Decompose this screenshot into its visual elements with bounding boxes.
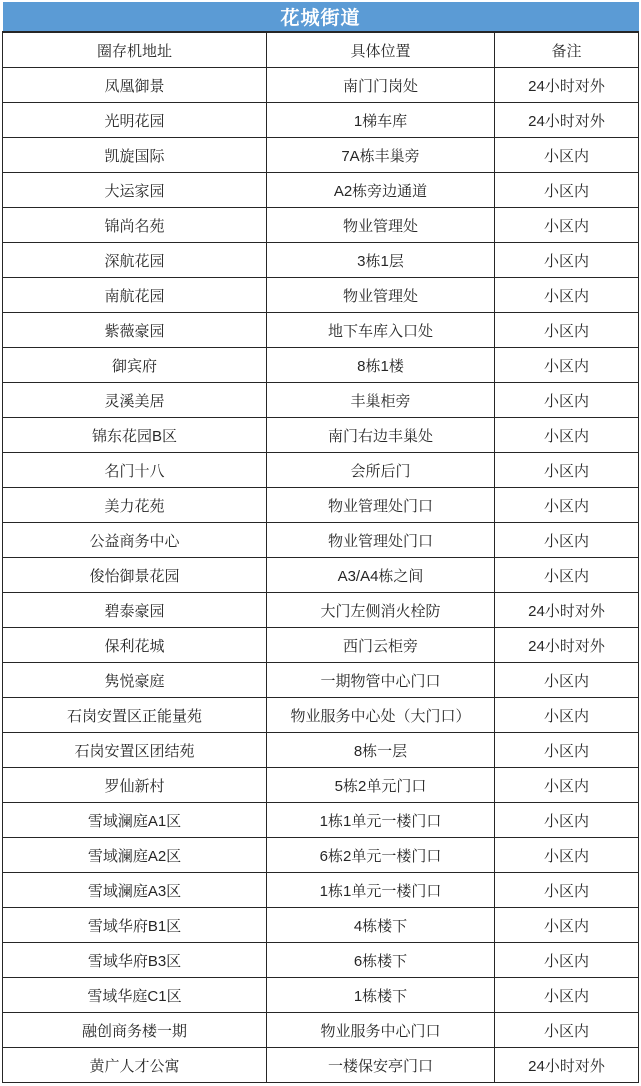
address-cell: 融创商务楼一期 [3,1013,267,1048]
address-cell: 雪域华府B3区 [3,943,267,978]
location-cell: 地下车库入口处 [267,313,495,348]
table-body [3,68,639,1083]
table-row [3,663,639,698]
location-cell: A2栋旁边通道 [267,173,495,208]
location-cell: 西门云柜旁 [267,628,495,663]
table-row [3,138,639,173]
table-row [3,68,639,103]
table-row [3,208,639,243]
table-row [3,978,639,1013]
table-row [3,453,639,488]
address-cell: 锦东花园B区 [3,418,267,453]
location-cell: 1栋楼下 [267,978,495,1013]
address-cell: 名门十八 [3,453,267,488]
address-cell: 隽悦豪庭 [3,663,267,698]
location-cell: 物业管理处门口 [267,488,495,523]
table-row [3,103,639,138]
address-cell: 俊怡御景花园 [3,558,267,593]
table-title: 花城街道 [3,2,639,32]
column-header-location: 具体位置 [267,32,495,68]
note-cell: 小区内 [495,908,639,943]
note-cell: 小区内 [495,803,639,838]
address-cell: 公益商务中心 [3,523,267,558]
note-cell: 小区内 [495,208,639,243]
location-cell: 1栋1单元一楼门口 [267,873,495,908]
table-row [3,1048,639,1083]
table-row [3,733,639,768]
location-cell: 3栋1层 [267,243,495,278]
location-cell: 会所后门 [267,453,495,488]
table-header-row [3,32,639,68]
address-cell: 石岗安置区团结苑 [3,733,267,768]
table-row [3,908,639,943]
table-row [3,488,639,523]
note-cell: 24小时对外 [495,103,639,138]
table-row [3,243,639,278]
column-header-address: 圈存机地址 [3,32,267,68]
address-cell: 紫薇豪园 [3,313,267,348]
note-cell: 小区内 [495,1013,639,1048]
table-row [3,873,639,908]
address-cell: 凤凰御景 [3,68,267,103]
address-cell: 保利花城 [3,628,267,663]
location-cell: 1梯车库 [267,103,495,138]
address-cell: 雪域澜庭A2区 [3,838,267,873]
table-row [3,418,639,453]
location-cell: 5栋2单元门口 [267,768,495,803]
address-cell: 石岗安置区正能量苑 [3,698,267,733]
note-cell: 小区内 [495,173,639,208]
note-cell: 24小时对外 [495,68,639,103]
note-cell: 小区内 [495,523,639,558]
table-row [3,558,639,593]
address-cell: 灵溪美居 [3,383,267,418]
location-cell: 6栋楼下 [267,943,495,978]
location-cell: 7A栋丰巢旁 [267,138,495,173]
table-row [3,838,639,873]
address-cell: 大运家园 [3,173,267,208]
note-cell: 小区内 [495,663,639,698]
note-cell: 小区内 [495,348,639,383]
note-cell: 24小时对外 [495,593,639,628]
note-cell: 小区内 [495,453,639,488]
location-cell: 物业管理处门口 [267,523,495,558]
table-row [3,278,639,313]
note-cell: 小区内 [495,383,639,418]
address-cell: 御宾府 [3,348,267,383]
location-cell: 物业服务中心处（大门口） [267,698,495,733]
location-cell: 物业服务中心门口 [267,1013,495,1048]
table-row [3,698,639,733]
note-cell: 24小时对外 [495,1048,639,1083]
note-cell: 小区内 [495,558,639,593]
location-cell: 6栋2单元一楼门口 [267,838,495,873]
address-cell: 罗仙新村 [3,768,267,803]
location-cell: 大门左侧消火栓防 [267,593,495,628]
note-cell: 小区内 [495,733,639,768]
address-cell: 雪域澜庭A1区 [3,803,267,838]
address-cell: 雪域华庭C1区 [3,978,267,1013]
location-cell: 一楼保安亭门口 [267,1048,495,1083]
address-cell: 光明花园 [3,103,267,138]
table-row [3,173,639,208]
table-title-row [3,2,639,32]
address-cell: 深航花园 [3,243,267,278]
location-cell: 物业管理处 [267,208,495,243]
locations-table [2,2,639,1083]
note-cell: 小区内 [495,488,639,523]
location-cell: 物业管理处 [267,278,495,313]
table-row [3,593,639,628]
location-cell: 8栋一层 [267,733,495,768]
note-cell: 小区内 [495,418,639,453]
table-row [3,383,639,418]
note-cell: 小区内 [495,313,639,348]
note-cell: 小区内 [495,138,639,173]
address-cell: 黄广人才公寓 [3,1048,267,1083]
note-cell: 小区内 [495,943,639,978]
note-cell: 小区内 [495,278,639,313]
table-row [3,313,639,348]
address-cell: 雪域华府B1区 [3,908,267,943]
table-row [3,628,639,663]
note-cell: 24小时对外 [495,628,639,663]
location-cell: 南门门岗处 [267,68,495,103]
location-cell: 南门右边丰巢处 [267,418,495,453]
table-row [3,803,639,838]
table-row [3,348,639,383]
note-cell: 小区内 [495,768,639,803]
address-cell: 美力花苑 [3,488,267,523]
location-cell: 1栋1单元一楼门口 [267,803,495,838]
column-header-note: 备注 [495,32,639,68]
table-row [3,943,639,978]
table-row [3,768,639,803]
table-row [3,1013,639,1048]
location-cell: 8栋1楼 [267,348,495,383]
address-cell: 雪域澜庭A3区 [3,873,267,908]
note-cell: 小区内 [495,873,639,908]
address-cell: 锦尚名苑 [3,208,267,243]
note-cell: 小区内 [495,243,639,278]
location-cell: 一期物管中心门口 [267,663,495,698]
location-cell: 4栋楼下 [267,908,495,943]
note-cell: 小区内 [495,838,639,873]
address-cell: 南航花园 [3,278,267,313]
note-cell: 小区内 [495,978,639,1013]
address-cell: 凯旋国际 [3,138,267,173]
location-cell: 丰巢柜旁 [267,383,495,418]
note-cell: 小区内 [495,698,639,733]
table-row [3,523,639,558]
location-cell: A3/A4栋之间 [267,558,495,593]
address-cell: 碧泰豪园 [3,593,267,628]
